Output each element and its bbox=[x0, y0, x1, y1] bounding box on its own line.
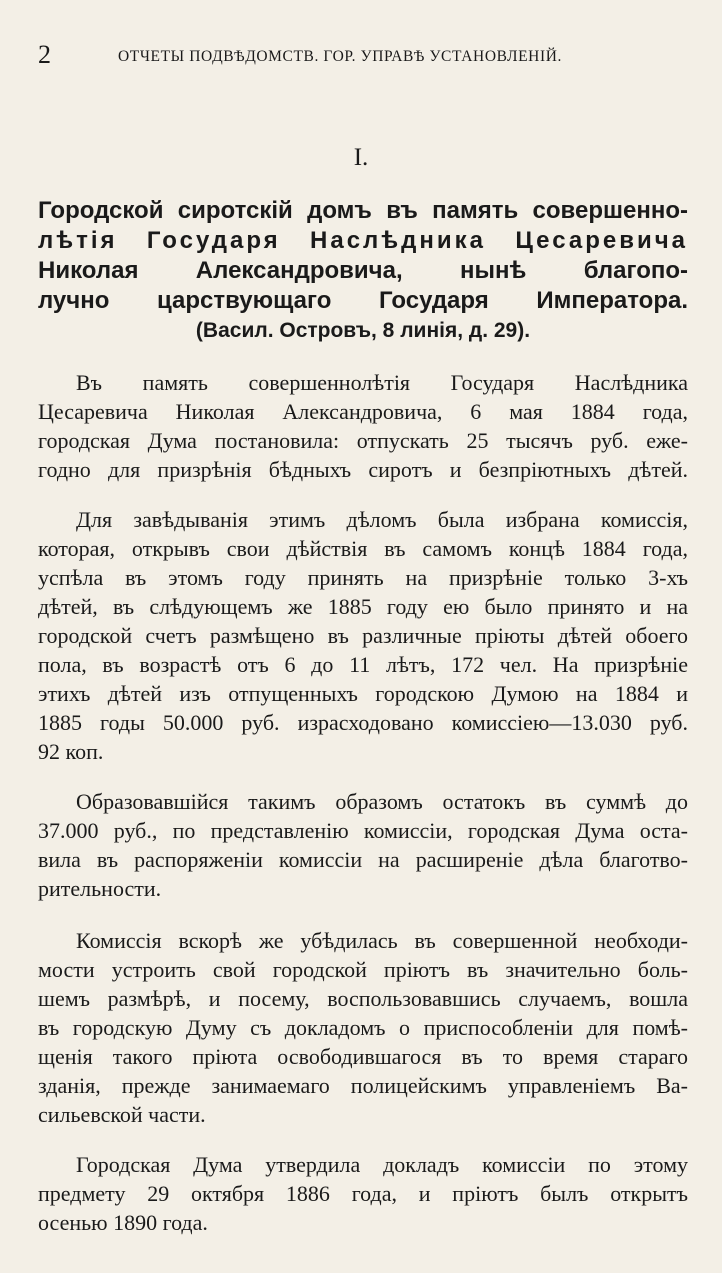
text-line: 92 коп. bbox=[38, 739, 104, 764]
text-line: Въ память совершеннолѣтiя Государя Наслѣдника bbox=[76, 370, 688, 395]
heading-line: лѣтiя Государя Наслѣдника Цесаревича bbox=[38, 227, 688, 254]
text-line: дѣтей, въ слѣдующемъ же 1885 году ею было принято и на bbox=[38, 594, 688, 619]
text-line: вила въ распоряженiи комиссiи на расширенiе дѣла благотво- bbox=[38, 847, 688, 872]
text-line: которая, открывъ свои дѣйствiя въ самомъ концѣ 1884 года, bbox=[38, 536, 688, 561]
text-line: зданiя, прежде занимаемаго полицейскимъ управленiемъ Ва- bbox=[38, 1073, 688, 1098]
page-number: 2 bbox=[38, 40, 51, 69]
text-line: годно для призрѣнiя бѣдныхъ сиротъ и безпрiютныхъ дѣтей. bbox=[38, 457, 688, 482]
heading-line: Городской сиротскiй домъ въ память совершенно- bbox=[38, 197, 688, 224]
section-numeral: I. bbox=[353, 144, 369, 171]
text-line: Цесаревича Николая Александровича, 6 мая 1884 года, bbox=[38, 399, 688, 424]
text-line: шемъ размѣрѣ, и посему, воспользовавшись случаемъ, вошла bbox=[38, 986, 688, 1011]
text-line: въ городскую Думу съ докладомъ о приспособленiи для помѣ- bbox=[38, 1015, 688, 1040]
text-line: 1885 годы 50.000 руб. израсходовано комиссiею—13.030 руб. bbox=[38, 710, 688, 735]
text-line: пола, въ возрастѣ отъ 6 до 11 лѣтъ, 172 чел. На призрѣнiе bbox=[38, 652, 688, 677]
text-line: рительности. bbox=[38, 876, 162, 901]
text-line: этихъ дѣтей изъ отпущенныхъ городскою Думою на 1884 и bbox=[38, 681, 688, 706]
text-line: Образовавшiйся такимъ образомъ остатокъ въ суммѣ до bbox=[76, 789, 688, 814]
text-line: Для завѣдыванiя этимъ дѣломъ была избрана комиссiя, bbox=[76, 507, 688, 532]
running-title: ОТЧЕТЫ ПОДВѢДОМСТВ. ГОР. УПРАВѢ УСТАНОВЛЕНIЙ. bbox=[118, 48, 562, 65]
running-header bbox=[38, 40, 688, 70]
section-heading bbox=[38, 196, 688, 346]
paragraph bbox=[38, 1150, 688, 1237]
paragraph bbox=[38, 926, 688, 1129]
paragraph bbox=[38, 787, 688, 903]
text-line: Комиссiя вскорѣ же убѣдилась въ совершенной необходи- bbox=[76, 928, 688, 953]
text-line: мости устроить свой городской прiютъ въ значительно боль- bbox=[38, 957, 688, 982]
paragraph bbox=[38, 368, 688, 484]
text-line: городской счетъ размѣщено въ различные прiюты дѣтей обоего bbox=[38, 623, 688, 648]
text-line: осенью 1890 года. bbox=[38, 1210, 208, 1235]
text-line: сильевской части. bbox=[38, 1102, 206, 1127]
heading-line: Николая Александровича, нынѣ благопо- bbox=[38, 257, 688, 284]
text-line: 37.000 руб., по представленiю комиссiи, городская Дума оста- bbox=[38, 818, 688, 843]
heading-address-line: (Васил. Островъ, 8 линiя, д. 29). bbox=[195, 319, 531, 342]
heading-line: лучно царствующаго Государя Императора. bbox=[38, 287, 688, 314]
paragraph bbox=[38, 505, 688, 766]
text-line: щенiя такого прiюта освободившагося въ то время стараго bbox=[38, 1044, 688, 1069]
text-line: Городская Дума утвердила докладъ комиссiи по этому bbox=[76, 1152, 688, 1177]
text-line: успѣла въ этомъ году принять на призрѣнiе только 3-хъ bbox=[38, 565, 688, 590]
text-line: городская Дума постановила: отпускать 25 тысячъ руб. еже- bbox=[38, 428, 688, 453]
text-line: предмету 29 октября 1886 года, и прiютъ былъ открытъ bbox=[38, 1181, 688, 1206]
